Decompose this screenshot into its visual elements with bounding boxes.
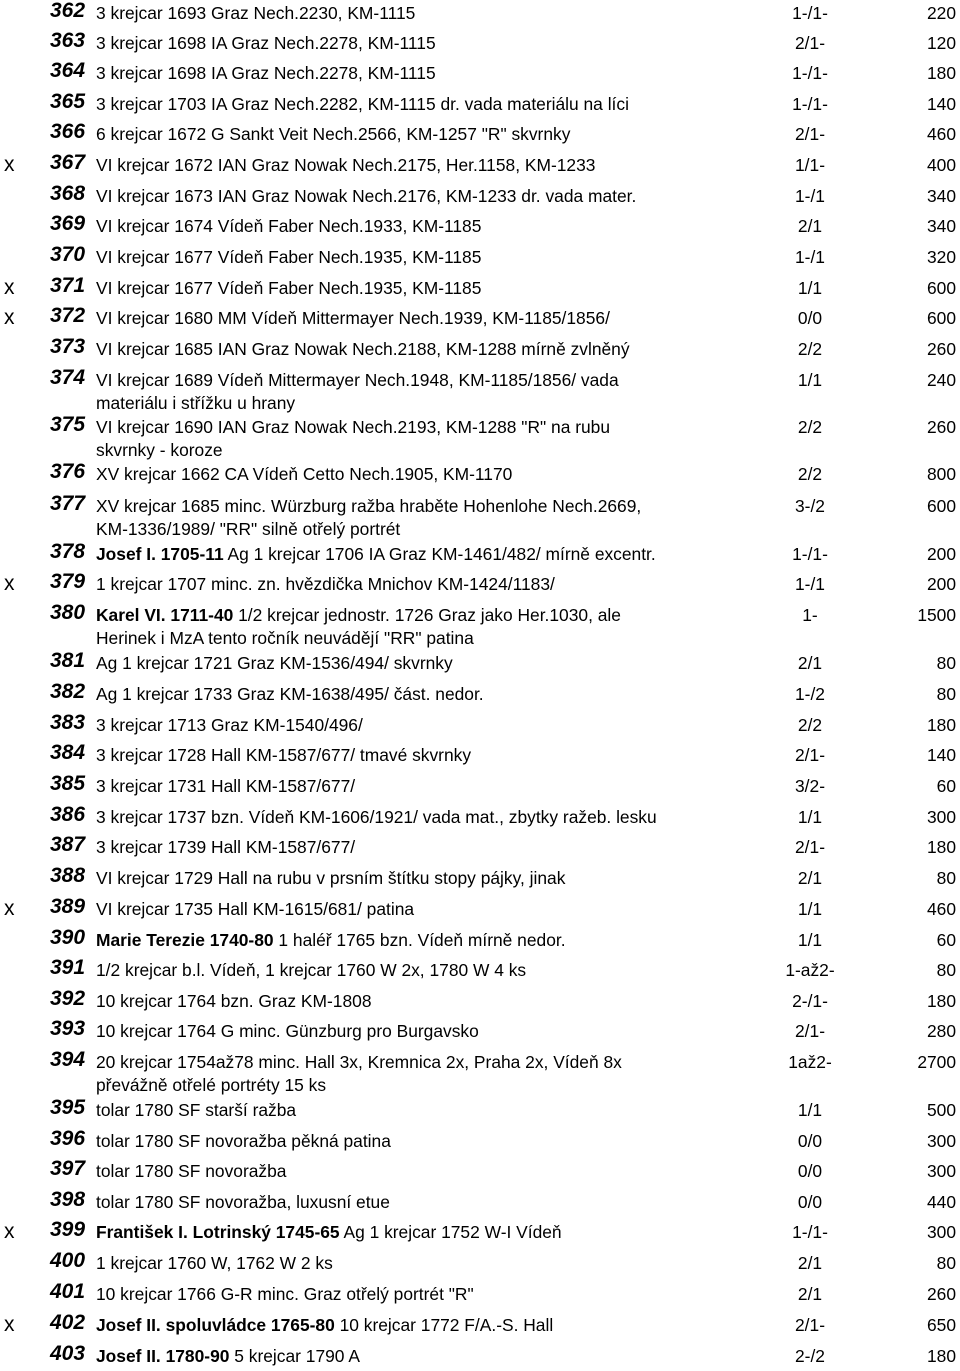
lot-description <box>96 215 786 238</box>
lot-number: 388 <box>50 864 86 887</box>
ruler-heading: Josef I. 1705-11 <box>96 544 224 564</box>
grade: 1-/1- <box>792 544 828 564</box>
price: 180 <box>926 991 956 1011</box>
lot-description <box>96 867 786 890</box>
description-text: 10 krejcar 1766 G-R minc. Graz otřelý portrét "R" <box>96 1284 474 1304</box>
price: 600 <box>926 496 956 516</box>
grade: 2/1- <box>795 124 825 144</box>
price: 600 <box>926 308 956 328</box>
grade: 1- <box>802 605 818 625</box>
lot-description <box>96 2 786 25</box>
ruler-heading: Karel VI. 1711-40 <box>96 605 234 625</box>
lot-number: 396 <box>50 1127 86 1150</box>
lot-number: 400 <box>50 1249 86 1272</box>
grade: 0/0 <box>797 1161 823 1181</box>
price: 60 <box>936 776 956 796</box>
grade: 2/2 <box>797 464 823 484</box>
lot-description <box>96 744 786 767</box>
description-text: 3 krejcar 1731 Hall KM-1587/677/ <box>96 776 356 796</box>
lot-description <box>96 1191 786 1214</box>
lot-number: 367 <box>50 151 86 174</box>
grade: 1/1 <box>797 370 823 390</box>
grade: 1-/2 <box>795 684 825 704</box>
grade: 2/2 <box>797 339 823 359</box>
lot-description <box>96 154 786 177</box>
description-text: VI krejcar 1689 Vídeň Mittermayer Nech.1948, KM-1185/1856/ vada <box>96 370 619 390</box>
grade: 1-/1 <box>795 186 825 206</box>
price: 180 <box>926 715 956 735</box>
lot-description <box>96 836 786 859</box>
sold-mark: x <box>4 1313 15 1336</box>
grade: 1/1 <box>797 278 823 298</box>
lot-description <box>96 1345 786 1368</box>
price: 240 <box>926 370 956 390</box>
description-text: 10 krejcar 1764 G minc. Günzburg pro Burgavsko <box>96 1021 479 1041</box>
description-text: VI krejcar 1690 IAN Graz Nowak Nech.2193, KM-1288 "R" na rubu <box>96 417 611 437</box>
price: 1500 <box>917 605 956 625</box>
description-text: VI krejcar 1677 Vídeň Faber Nech.1935, KM-1185 <box>96 247 482 267</box>
lot-number: 379 <box>50 570 86 593</box>
price: 800 <box>926 464 956 484</box>
description-text: VI krejcar 1729 Hall na rubu v prsním štítku stopy pájky, jinak <box>96 868 566 888</box>
price: 650 <box>926 1315 956 1335</box>
description-text: Ag 1 krejcar 1733 Graz KM-1638/495/ část. nedor. <box>96 684 484 704</box>
lot-description <box>96 1020 786 1043</box>
lot-description <box>96 1283 786 1306</box>
price: 300 <box>926 807 956 827</box>
price: 80 <box>936 1253 956 1273</box>
price: 440 <box>926 1192 956 1212</box>
description-text: 1 haléř 1765 bzn. Vídeň mírně nedor. <box>273 930 566 950</box>
lot-description <box>96 775 786 798</box>
description-continuation: převážně otřelé portréty 15 ks <box>96 1075 327 1095</box>
grade: 1-/1- <box>792 1222 828 1242</box>
lot-description <box>96 714 786 737</box>
lot-description <box>96 32 786 55</box>
lot-description <box>96 463 786 486</box>
description-text: VI krejcar 1680 MM Vídeň Mittermayer Nech.1939, KM-1185/1856/ <box>96 308 610 328</box>
description-text: 1 krejcar 1707 minc. zn. hvězdička Mnichov KM-1424/1183/ <box>96 574 555 594</box>
price: 180 <box>926 63 956 83</box>
lot-number: 378 <box>50 540 86 563</box>
lot-number: 393 <box>50 1017 86 1040</box>
lot-description <box>96 185 786 208</box>
description-text: Ag 1 krejcar 1706 IA Graz KM-1461/482/ mírně excentr. <box>223 544 656 564</box>
description-text: 3 krejcar 1737 bzn. Vídeň KM-1606/1921/ vada mat., zbytky ražeb. lesku <box>96 807 657 827</box>
lot-description <box>96 123 786 146</box>
grade: 1-/1 <box>795 574 825 594</box>
lot-description <box>96 990 786 1013</box>
lot-number: 384 <box>50 741 86 764</box>
price: 460 <box>926 124 956 144</box>
lot-description <box>96 652 786 675</box>
description-text: 10 krejcar 1764 bzn. Graz KM-1808 <box>96 991 372 1011</box>
lot-number: 371 <box>50 274 86 297</box>
description-text: 5 krejcar 1790 A <box>229 1346 360 1366</box>
lot-number: 368 <box>50 182 86 205</box>
lot-description <box>96 959 786 982</box>
grade: 2-/2 <box>795 1346 825 1366</box>
price: 200 <box>926 574 956 594</box>
grade: 1/1 <box>797 807 823 827</box>
description-text: XV krejcar 1662 CA Vídeň Cetto Nech.1905, KM-1170 <box>96 464 513 484</box>
grade: 2/2 <box>797 417 823 437</box>
lot-number: 362 <box>50 0 86 22</box>
lot-number: 387 <box>50 833 86 856</box>
lot-number: 383 <box>50 711 86 734</box>
description-text: 20 krejcar 1754až78 minc. Hall 3x, Kremnica 2x, Praha 2x, Vídeň 8x <box>96 1052 622 1072</box>
lot-description <box>96 1051 786 1097</box>
price: 180 <box>926 837 956 857</box>
grade: 2/1 <box>797 1253 823 1273</box>
grade: 2/1- <box>795 1315 825 1335</box>
lot-description <box>96 929 786 952</box>
grade: 2/1 <box>797 653 823 673</box>
description-text: tolar 1780 SF novoražba, luxusní etue <box>96 1192 390 1212</box>
description-text: tolar 1780 SF novoražba pěkná patina <box>96 1131 391 1151</box>
grade: 3/2- <box>795 776 825 796</box>
grade: 2/1- <box>795 33 825 53</box>
sold-mark: x <box>4 897 15 920</box>
lot-description <box>96 277 786 300</box>
price: 300 <box>926 1131 956 1151</box>
lot-description <box>96 62 786 85</box>
grade: 1/1 <box>797 1100 823 1120</box>
lot-description <box>96 683 786 706</box>
grade: 1/1 <box>797 899 823 919</box>
grade: 3-/2 <box>795 496 825 516</box>
lot-number: 376 <box>50 460 86 483</box>
grade: 2/1- <box>795 1021 825 1041</box>
lot-description <box>96 806 786 829</box>
lot-number: 363 <box>50 29 86 52</box>
price: 200 <box>926 544 956 564</box>
grade: 0/0 <box>797 308 823 328</box>
lot-number: 386 <box>50 803 86 826</box>
grade: 2/1- <box>795 837 825 857</box>
lot-number: 370 <box>50 243 86 266</box>
description-continuation: Herinek i MzA tento ročník neuvádějí "RR" patina <box>96 628 474 648</box>
sold-mark: x <box>4 276 15 299</box>
description-text: 10 krejcar 1772 F/A.-S. Hall <box>334 1315 554 1335</box>
lot-number: 374 <box>50 366 86 389</box>
description-text: 3 krejcar 1713 Graz KM-1540/496/ <box>96 715 363 735</box>
grade: 1-/1- <box>792 63 828 83</box>
sold-mark: x <box>4 1220 15 1243</box>
sold-mark: x <box>4 306 15 329</box>
grade: 1až2- <box>788 1052 832 1072</box>
lot-number: 365 <box>50 90 86 113</box>
lot-number: 369 <box>50 212 86 235</box>
lot-number: 373 <box>50 335 86 358</box>
lot-number: 377 <box>50 492 86 515</box>
grade: 2/1 <box>797 216 823 236</box>
lot-description <box>96 604 786 650</box>
price: 320 <box>926 247 956 267</box>
sold-mark: x <box>4 153 15 176</box>
price: 120 <box>926 33 956 53</box>
grade: 1/1 <box>797 930 823 950</box>
description-text: VI krejcar 1685 IAN Graz Nowak Nech.2188, KM-1288 mírně zvlněný <box>96 339 630 359</box>
price: 500 <box>926 1100 956 1120</box>
lot-number: 394 <box>50 1048 86 1071</box>
lot-number: 403 <box>50 1342 86 1365</box>
price: 340 <box>926 186 956 206</box>
price: 220 <box>926 3 956 23</box>
grade: 1-/1 <box>795 247 825 267</box>
grade: 2/1 <box>797 868 823 888</box>
lot-number: 381 <box>50 649 86 672</box>
price: 460 <box>926 899 956 919</box>
lot-description <box>96 369 786 415</box>
lot-description <box>96 93 786 116</box>
description-continuation: KM-1336/1989/ "RR" silně otřelý portrét <box>96 519 401 539</box>
price: 60 <box>936 930 956 950</box>
description-text: 6 krejcar 1672 G Sankt Veit Nech.2566, KM-1257 "R" skvrnky <box>96 124 571 144</box>
sold-mark: x <box>4 572 15 595</box>
description-text: Ag 1 krejcar 1752 W-I Vídeň <box>339 1222 562 1242</box>
description-text: 1/2 krejcar jednostr. 1726 Graz jako Her.1030, ale <box>233 605 621 625</box>
price: 80 <box>936 684 956 704</box>
grade: 1-/1- <box>792 94 828 114</box>
description-text: VI krejcar 1735 Hall KM-1615/681/ patina <box>96 899 415 919</box>
price: 600 <box>926 278 956 298</box>
grade: 2/1 <box>797 1284 823 1304</box>
lot-description <box>96 1160 786 1183</box>
lot-description <box>96 246 786 269</box>
lot-number: 375 <box>50 413 86 436</box>
lot-description <box>96 573 786 596</box>
price: 400 <box>926 155 956 175</box>
price: 340 <box>926 216 956 236</box>
lot-number: 382 <box>50 680 86 703</box>
lot-number: 380 <box>50 601 86 624</box>
price: 80 <box>936 868 956 888</box>
description-text: 3 krejcar 1703 IA Graz Nech.2282, KM-1115 dr. vada materiálu na líci <box>96 94 629 114</box>
price: 140 <box>926 745 956 765</box>
lot-number: 398 <box>50 1188 86 1211</box>
description-text: XV krejcar 1685 minc. Würzburg ražba hraběte Hohenlohe Nech.2669, <box>96 496 642 516</box>
lot-number: 395 <box>50 1096 86 1119</box>
price: 80 <box>936 960 956 980</box>
ruler-heading: Marie Terezie 1740-80 <box>96 930 274 950</box>
price: 300 <box>926 1161 956 1181</box>
lot-description <box>96 898 786 921</box>
lot-number: 397 <box>50 1157 86 1180</box>
lot-description <box>96 1221 786 1244</box>
price: 140 <box>926 94 956 114</box>
lot-number: 385 <box>50 772 86 795</box>
description-text: VI krejcar 1673 IAN Graz Nowak Nech.2176, KM-1233 dr. vada mater. <box>96 186 637 206</box>
description-text: VI krejcar 1674 Vídeň Faber Nech.1933, KM-1185 <box>96 216 482 236</box>
lot-number: 372 <box>50 304 86 327</box>
lot-number: 390 <box>50 926 86 949</box>
ruler-heading: František I. Lotrinský 1745-65 <box>96 1222 340 1242</box>
lot-number: 391 <box>50 956 86 979</box>
price: 280 <box>926 1021 956 1041</box>
price: 260 <box>926 1284 956 1304</box>
lot-description <box>96 1099 786 1122</box>
description-text: VI krejcar 1677 Vídeň Faber Nech.1935, KM-1185 <box>96 278 482 298</box>
description-text: Ag 1 krejcar 1721 Graz KM-1536/494/ skvrnky <box>96 653 453 673</box>
price: 2700 <box>917 1052 956 1072</box>
price: 180 <box>926 1346 956 1366</box>
ruler-heading: Josef II. spoluvládce 1765-80 <box>96 1315 335 1335</box>
price: 260 <box>926 417 956 437</box>
grade: 0/0 <box>797 1192 823 1212</box>
lot-description <box>96 416 786 462</box>
price: 260 <box>926 339 956 359</box>
lot-description <box>96 338 786 361</box>
description-text: 3 krejcar 1698 IA Graz Nech.2278, KM-1115 <box>96 63 436 83</box>
lot-description <box>96 307 786 330</box>
grade: 1-/1- <box>792 3 828 23</box>
lot-number: 364 <box>50 59 86 82</box>
price: 80 <box>936 653 956 673</box>
description-text: 1/2 krejcar b.l. Vídeň, 1 krejcar 1760 W 2x, 1780 W 4 ks <box>96 960 527 980</box>
description-text: 3 krejcar 1698 IA Graz Nech.2278, KM-1115 <box>96 33 436 53</box>
lot-description <box>96 1314 786 1337</box>
description-continuation: materiálu i střížku u hrany <box>96 393 296 413</box>
grade: 2/2 <box>797 715 823 735</box>
description-text: 3 krejcar 1693 Graz Nech.2230, KM-1115 <box>96 3 416 23</box>
lot-description <box>96 1130 786 1153</box>
lot-number: 389 <box>50 895 86 918</box>
description-text: 1 krejcar 1760 W, 1762 W 2 ks <box>96 1253 333 1273</box>
description-text: tolar 1780 SF starší ražba <box>96 1100 297 1120</box>
lot-number: 392 <box>50 987 86 1010</box>
grade: 1-až2- <box>785 960 835 980</box>
lot-number: 399 <box>50 1218 86 1241</box>
grade: 0/0 <box>797 1131 823 1151</box>
ruler-heading: Josef II. 1780-90 <box>96 1346 230 1366</box>
description-text: VI krejcar 1672 IAN Graz Nowak Nech.2175, Her.1158, KM-1233 <box>96 155 596 175</box>
lot-number: 402 <box>50 1311 86 1334</box>
lot-number: 401 <box>50 1280 86 1303</box>
lot-number: 366 <box>50 120 86 143</box>
lot-description <box>96 495 786 541</box>
description-text: 3 krejcar 1728 Hall KM-1587/677/ tmavé skvrnky <box>96 745 472 765</box>
description-continuation: skvrnky - koroze <box>96 440 223 460</box>
description-text: 3 krejcar 1739 Hall KM-1587/677/ <box>96 837 356 857</box>
description-text: tolar 1780 SF novoražba <box>96 1161 287 1181</box>
grade: 2/1- <box>795 745 825 765</box>
grade: 2-/1- <box>792 991 828 1011</box>
lot-description <box>96 1252 786 1275</box>
lot-description <box>96 543 786 566</box>
grade: 1/1- <box>795 155 825 175</box>
price: 300 <box>926 1222 956 1242</box>
